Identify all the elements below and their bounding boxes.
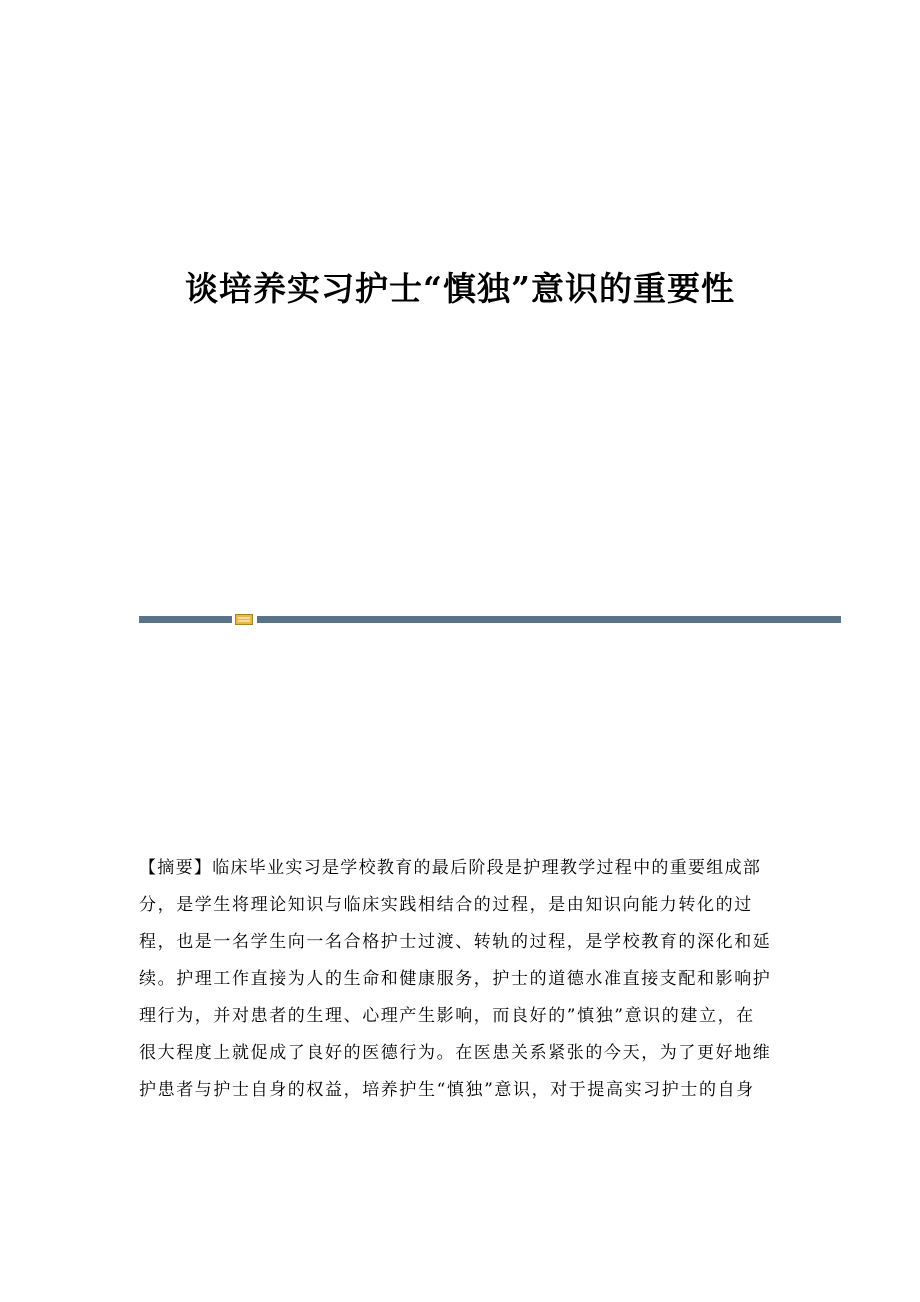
abstract-line: 护患者与护士自身的权益，培养护生“慎独”意识，对于提高实习护士的自身 — [139, 1080, 755, 1100]
divider-ornament-icon — [235, 614, 253, 625]
abstract-line: 程，也是一名学生向一名合格护士过渡、转轨的过程，是学校教育的深化和延 — [139, 932, 772, 952]
abstract-line: 分，是学生将理论知识与临床实践相结合的过程，是由知识向能力转化的过 — [139, 895, 753, 915]
abstract-paragraph — [139, 850, 779, 1109]
document-title: 谈培养实习护士“慎独”意识的重要性 — [185, 269, 735, 308]
abstract-line: 理行为，并对患者的生理、心理产生影响，而良好的”慎独”意识的建立，在 — [139, 1006, 755, 1026]
section-divider — [139, 614, 841, 626]
abstract-line: 很大程度上就促成了良好的医德行为。在医患关系紧张的今天，为了更好地维 — [139, 1043, 772, 1063]
divider-bar-left — [139, 616, 232, 623]
abstract-line: 续。护理工作直接为人的生命和健康服务，护士的道德水准直接支配和影响护 — [139, 969, 772, 989]
abstract-line: 【摘要】临床毕业实习是学校教育的最后阶段是护理教学过程中的重要组成部 — [139, 858, 762, 878]
divider-bar-right — [257, 616, 841, 623]
